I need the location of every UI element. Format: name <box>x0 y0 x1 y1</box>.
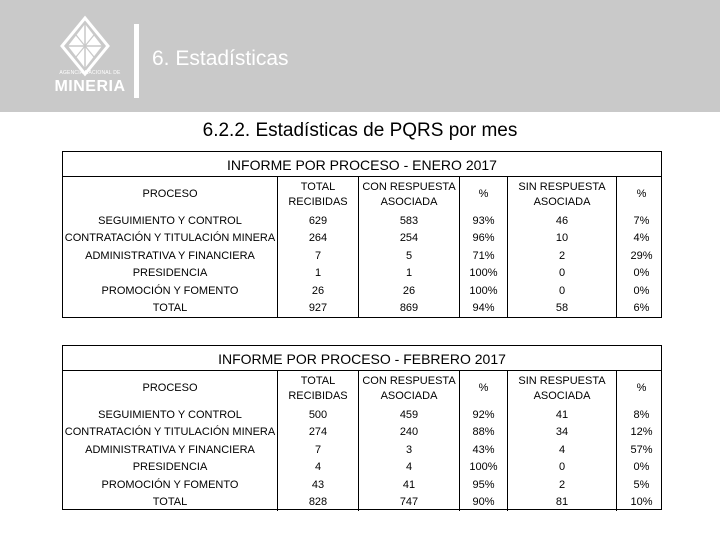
sin-respuesta-cell: 2 <box>508 247 617 265</box>
sin-respuesta-cell: 81 <box>508 494 617 512</box>
table-row <box>63 247 666 265</box>
total-cell: 500 <box>278 406 359 424</box>
pct-con-cell: 71% <box>460 247 508 265</box>
total-cell: 7 <box>278 441 359 459</box>
pct-con-cell: 100% <box>460 265 508 283</box>
slide-header <box>0 0 720 112</box>
pct-sin-cell: 0% <box>617 265 667 283</box>
report-enero <box>62 151 662 318</box>
col-pct-sin-header: % <box>617 177 667 212</box>
table-row <box>63 212 666 230</box>
col-pct-con-header: % <box>460 177 508 212</box>
section-title: 6. Estadísticas <box>152 47 289 70</box>
con-respuesta-cell: 5 <box>359 247 460 265</box>
pct-sin-cell: 5% <box>617 476 667 494</box>
proceso-cell: ADMINISTRATIVA Y FINANCIERA <box>85 249 255 262</box>
sin-respuesta-cell: 10 <box>508 230 617 248</box>
report-table <box>63 177 666 317</box>
pct-sin-cell: 29% <box>617 247 667 265</box>
col-total-header: TOTAL RECIBIDAS <box>278 371 359 406</box>
total-cell: 264 <box>278 230 359 248</box>
pct-con-cell: 93% <box>460 212 508 230</box>
total-cell: 629 <box>278 212 359 230</box>
table-row <box>63 230 666 248</box>
total-cell: 43 <box>278 476 359 494</box>
col-pct-con-header: % <box>460 371 508 406</box>
pct-sin-cell: 4% <box>617 230 667 248</box>
header-divider <box>134 24 139 98</box>
pct-sin-cell: 0% <box>617 459 667 477</box>
pct-con-cell: 94% <box>460 300 508 318</box>
sin-respuesta-cell: 0 <box>508 282 617 300</box>
table-row <box>63 406 666 424</box>
table-row <box>63 265 666 283</box>
pct-con-cell: 100% <box>460 459 508 477</box>
proceso-cell: PROMOCIÓN Y FOMENTO <box>101 478 239 491</box>
pct-sin-cell: 7% <box>617 212 667 230</box>
con-respuesta-cell: 583 <box>359 212 460 230</box>
total-cell: 1 <box>278 265 359 283</box>
sin-respuesta-cell: 46 <box>508 212 617 230</box>
table-row <box>63 441 666 459</box>
sin-respuesta-cell: 0 <box>508 459 617 477</box>
sin-respuesta-cell: 0 <box>508 265 617 283</box>
table-row <box>63 476 666 494</box>
report-title: INFORME POR PROCESO - FEBRERO 2017 <box>63 346 661 371</box>
pct-con-cell: 100% <box>460 282 508 300</box>
pct-sin-cell: 57% <box>617 441 667 459</box>
table-total-row <box>63 494 666 512</box>
con-respuesta-cell: 4 <box>359 459 460 477</box>
col-total-header: TOTAL RECIBIDAS <box>278 177 359 212</box>
table-total-row <box>63 300 666 318</box>
pct-sin-cell: 10% <box>617 494 667 512</box>
col-sin-respuesta-header: SIN RESPUESTA ASOCIADA <box>508 371 617 406</box>
sin-respuesta-cell: 34 <box>508 424 617 442</box>
pct-sin-cell: 8% <box>617 406 667 424</box>
pct-sin-cell: 12% <box>617 424 667 442</box>
con-respuesta-cell: 254 <box>359 230 460 248</box>
total-cell: 927 <box>278 300 359 318</box>
con-respuesta-cell: 459 <box>359 406 460 424</box>
report-table <box>63 371 666 511</box>
con-respuesta-cell: 3 <box>359 441 460 459</box>
proceso-cell: PRESIDENCIA <box>132 267 208 280</box>
proceso-cell: SEGUIMIENTO Y CONTROL <box>98 408 242 421</box>
con-respuesta-cell: 747 <box>359 494 460 512</box>
pct-con-cell: 92% <box>460 406 508 424</box>
pct-con-cell: 88% <box>460 424 508 442</box>
sin-respuesta-cell: 2 <box>508 476 617 494</box>
pct-sin-cell: 0% <box>617 282 667 300</box>
pct-con-cell: 95% <box>460 476 508 494</box>
pct-con-cell: 96% <box>460 230 508 248</box>
total-cell: 7 <box>278 247 359 265</box>
proceso-cell: CONTRATACIÓN Y TITULACIÓN MINERA <box>64 232 276 245</box>
proceso-cell: CONTRATACIÓN Y TITULACIÓN MINERA <box>64 426 276 439</box>
proceso-cell: ADMINISTRATIVA Y FINANCIERA <box>85 443 255 456</box>
col-con-respuesta-header: CON RESPUESTA ASOCIADA <box>359 371 460 406</box>
con-respuesta-cell: 41 <box>359 476 460 494</box>
col-proceso-header: PROCESO <box>142 188 198 200</box>
total-cell: 4 <box>278 459 359 477</box>
report-title: INFORME POR PROCESO - ENERO 2017 <box>63 152 661 177</box>
total-cell: 26 <box>278 282 359 300</box>
con-respuesta-cell: 240 <box>359 424 460 442</box>
proceso-cell: TOTAL <box>152 302 188 315</box>
proceso-cell: PROMOCIÓN Y FOMENTO <box>101 284 239 297</box>
total-cell: 274 <box>278 424 359 442</box>
col-sin-respuesta-header: SIN RESPUESTA ASOCIADA <box>508 177 617 212</box>
con-respuesta-cell: 1 <box>359 265 460 283</box>
pct-con-cell: 90% <box>460 494 508 512</box>
pct-con-cell: 43% <box>460 441 508 459</box>
sin-respuesta-cell: 41 <box>508 406 617 424</box>
logo-wordmark: MINERIA <box>54 78 126 95</box>
logo-agency-line: AGENCIA NACIONAL DE <box>59 70 121 76</box>
total-cell: 828 <box>278 494 359 512</box>
proceso-cell: SEGUIMIENTO Y CONTROL <box>98 214 242 227</box>
table-header-row <box>63 371 666 406</box>
sin-respuesta-cell: 58 <box>508 300 617 318</box>
table-row <box>63 282 666 300</box>
proceso-cell: TOTAL <box>152 496 188 509</box>
pct-sin-cell: 6% <box>617 300 667 318</box>
report-febrero <box>62 345 662 510</box>
page-title: 6.2.2. Estadísticas de PQRS por mes <box>202 120 518 141</box>
con-respuesta-cell: 869 <box>359 300 460 318</box>
con-respuesta-cell: 26 <box>359 282 460 300</box>
table-header-row <box>63 177 666 212</box>
proceso-cell: PRESIDENCIA <box>132 461 208 474</box>
table-row <box>63 459 666 477</box>
table-row <box>63 424 666 442</box>
col-pct-sin-header: % <box>617 371 667 406</box>
col-con-respuesta-header: CON RESPUESTA ASOCIADA <box>359 177 460 212</box>
sin-respuesta-cell: 4 <box>508 441 617 459</box>
col-proceso-header: PROCESO <box>142 382 198 394</box>
